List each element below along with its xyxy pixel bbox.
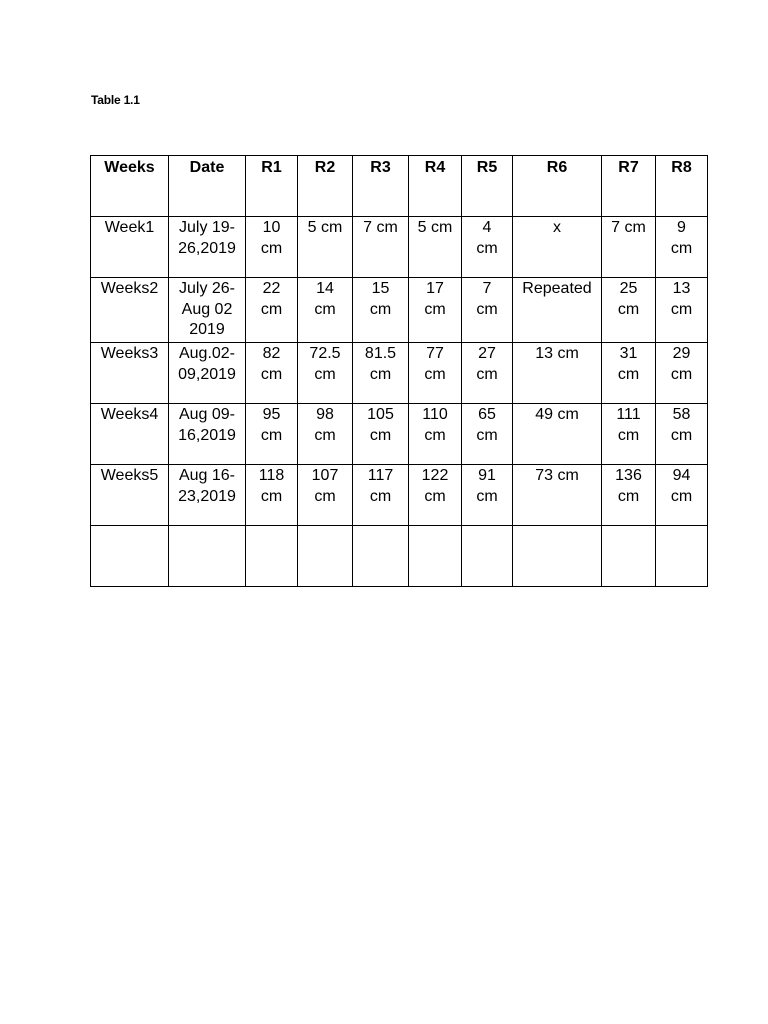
- table-cell: 7 cm: [462, 278, 513, 343]
- header-r1: R1: [246, 156, 298, 217]
- table-cell: 7 cm: [602, 217, 656, 278]
- table-row: [91, 465, 708, 526]
- header-r6: R6: [513, 156, 602, 217]
- table-cell: [298, 526, 353, 587]
- table-cell: 25 cm: [602, 278, 656, 343]
- table-cell: 31 cm: [602, 343, 656, 404]
- header-r7: R7: [602, 156, 656, 217]
- table-cell: [169, 526, 246, 587]
- table-cell: [602, 526, 656, 587]
- table-cell: Weeks2: [91, 278, 169, 343]
- table-cell: 4 cm: [462, 217, 513, 278]
- table-cell: 17 cm: [409, 278, 462, 343]
- table-row-empty: [91, 526, 708, 587]
- table-cell: 136 cm: [602, 465, 656, 526]
- table-cell: July 26- Aug 02 2019: [169, 278, 246, 343]
- header-r8: R8: [656, 156, 708, 217]
- table-cell: Weeks5: [91, 465, 169, 526]
- table-row: [91, 217, 708, 278]
- table-row: [91, 343, 708, 404]
- table-cell: 118 cm: [246, 465, 298, 526]
- header-r2: R2: [298, 156, 353, 217]
- table-cell: 9 cm: [656, 217, 708, 278]
- header-weeks: Weeks: [91, 156, 169, 217]
- table-cell: 29 cm: [656, 343, 708, 404]
- table-cell: 15 cm: [353, 278, 409, 343]
- table-cell: 49 cm: [513, 404, 602, 465]
- table-cell: 73 cm: [513, 465, 602, 526]
- table-cell: 22 cm: [246, 278, 298, 343]
- table-cell: Aug 09- 16,2019: [169, 404, 246, 465]
- table-cell: 10 cm: [246, 217, 298, 278]
- table-cell: 95 cm: [246, 404, 298, 465]
- table-cell: [353, 526, 409, 587]
- table-cell: 91 cm: [462, 465, 513, 526]
- table-cell: 13 cm: [656, 278, 708, 343]
- table-cell: [656, 526, 708, 587]
- table-cell: 65 cm: [462, 404, 513, 465]
- table-cell: 107 cm: [298, 465, 353, 526]
- table-cell: 110 cm: [409, 404, 462, 465]
- header-r4: R4: [409, 156, 462, 217]
- table-cell: [246, 526, 298, 587]
- table-cell: x: [513, 217, 602, 278]
- table-cell: Repeated: [513, 278, 602, 343]
- table-caption: Table 1.1: [91, 93, 140, 107]
- measurements-table: [90, 155, 708, 587]
- table-cell: 58 cm: [656, 404, 708, 465]
- header-r5: R5: [462, 156, 513, 217]
- table-cell: Aug 16- 23,2019: [169, 465, 246, 526]
- table-cell: 94 cm: [656, 465, 708, 526]
- table-cell: 117 cm: [353, 465, 409, 526]
- table-cell: 81.5 cm: [353, 343, 409, 404]
- table-cell: 7 cm: [353, 217, 409, 278]
- table-cell: Weeks3: [91, 343, 169, 404]
- table-cell: 122 cm: [409, 465, 462, 526]
- table-cell: [513, 526, 602, 587]
- table-cell: 82 cm: [246, 343, 298, 404]
- table-cell: 13 cm: [513, 343, 602, 404]
- table-cell: [91, 526, 169, 587]
- header-r3: R3: [353, 156, 409, 217]
- table-cell: [462, 526, 513, 587]
- table-row: [91, 278, 708, 343]
- table-cell: 5 cm: [409, 217, 462, 278]
- table-cell: 111 cm: [602, 404, 656, 465]
- table-cell: Aug.02- 09,2019: [169, 343, 246, 404]
- header-date: Date: [169, 156, 246, 217]
- table-cell: [409, 526, 462, 587]
- table-cell: 98 cm: [298, 404, 353, 465]
- table-cell: 27 cm: [462, 343, 513, 404]
- table-cell: 72.5 cm: [298, 343, 353, 404]
- table-cell: July 19- 26,2019: [169, 217, 246, 278]
- table-cell: 5 cm: [298, 217, 353, 278]
- table-header-row: [91, 156, 708, 217]
- table-cell: 77 cm: [409, 343, 462, 404]
- table-cell: Weeks4: [91, 404, 169, 465]
- table-cell: 105 cm: [353, 404, 409, 465]
- table-row: [91, 404, 708, 465]
- table-cell: Week1: [91, 217, 169, 278]
- table-cell: 14 cm: [298, 278, 353, 343]
